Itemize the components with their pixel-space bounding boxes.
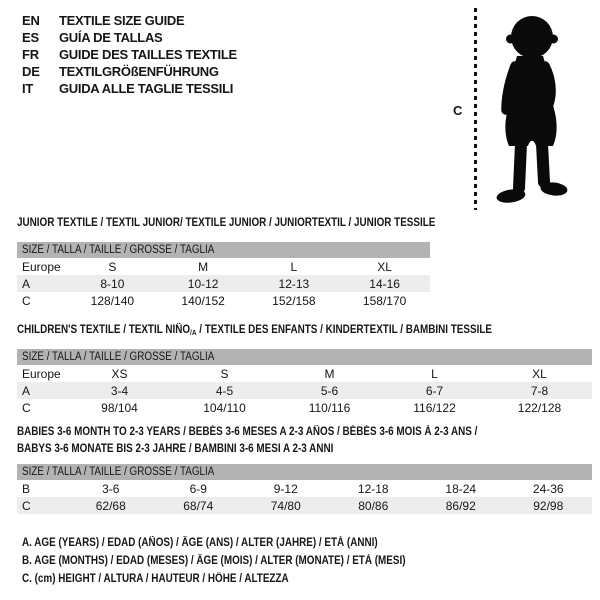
table-cell: 158/170 — [362, 293, 407, 308]
table-cell: C — [22, 293, 31, 308]
table-cell: 104/110 — [203, 400, 246, 415]
table-cell: S — [108, 259, 117, 274]
size-header-text: SIZE / TALLA / TAILLE / GRÖSSE / TAGLIA — [22, 351, 215, 363]
table-cell: B — [22, 481, 31, 496]
height-measure-label: C — [453, 103, 463, 118]
size-header-text: SIZE / TALLA / TAILLE / GRÖSSE / TAGLIA — [22, 466, 215, 478]
size-header-bar — [17, 464, 592, 480]
language-code: DE — [22, 64, 40, 79]
table-cell: 18-24 — [445, 481, 477, 496]
table-title-line2 — [17, 443, 592, 456]
table-title-text: BABIES 3-6 MONTH TO 2-3 YEARS / BEBÉS 3-6 MESES A 2-3 AÑOS / BÉBÉS 3-6 MOIS À 2-3 ANS / — [17, 426, 478, 438]
table-cell: C — [22, 498, 31, 513]
language-row-fr — [22, 47, 237, 64]
language-row-it — [22, 81, 237, 98]
language-header-block — [22, 13, 237, 98]
table-cell: 3-4 — [110, 383, 129, 398]
table-cell: 68/74 — [183, 498, 214, 513]
table-cell: 62/68 — [95, 498, 126, 513]
table-cell: XL — [532, 366, 547, 381]
title-subscript: /A — [190, 328, 197, 337]
table-row — [17, 480, 592, 497]
children-textile-section — [17, 324, 592, 416]
size-header-bar — [17, 349, 592, 365]
language-title: GUIDE DES TAILLES TEXTILE — [59, 47, 237, 62]
table-cell: 128/140 — [90, 293, 135, 308]
table-cell: 3-6 — [102, 481, 120, 496]
footnotes-block — [22, 534, 468, 588]
table-row — [17, 382, 592, 399]
language-code: EN — [22, 13, 40, 28]
table-cell: L — [290, 259, 298, 274]
table-cell: 12-18 — [357, 481, 389, 496]
table-cell: XS — [111, 366, 128, 381]
baby-silhouette-icon — [484, 14, 576, 210]
table-row — [17, 399, 592, 416]
size-header-text: SIZE / TALLA / TAILLE / GRÖSSE / TAGLIA — [22, 244, 215, 256]
table-cell: A — [22, 383, 31, 398]
table-cell: Europe — [22, 259, 61, 274]
table-cell: 86/92 — [445, 498, 476, 513]
table-row — [17, 365, 592, 382]
language-row-es — [22, 30, 237, 47]
table-cell: 6-7 — [425, 383, 444, 398]
table-cell: 8-10 — [100, 276, 125, 291]
table-cell: 5-6 — [320, 383, 339, 398]
baby-height-figure — [450, 6, 598, 218]
table-row — [17, 275, 430, 292]
language-title: TEXTILGRÖßENFÜHRUNG — [59, 64, 219, 79]
children-size-table — [17, 365, 592, 416]
footnote-a — [22, 534, 468, 552]
title-main: CHILDREN'S TEXTILE / TEXTIL NIÑO — [17, 324, 191, 336]
table-cell: 24-36 — [532, 481, 564, 496]
table-cell: L — [431, 366, 438, 381]
table-cell: 14-16 — [369, 276, 400, 291]
language-title: GUIDA ALLE TAGLIE TESSILI — [59, 81, 234, 96]
table-row — [17, 497, 592, 514]
table-cell: 6-9 — [189, 481, 207, 496]
table-cell: C — [22, 400, 31, 415]
babies-size-table — [17, 480, 592, 514]
table-cell: 98/104 — [101, 400, 138, 415]
table-cell: 116/122 — [413, 400, 456, 415]
table-row — [17, 292, 430, 309]
language-row-de — [22, 64, 237, 81]
table-cell: 110/116 — [308, 400, 351, 415]
table-cell: Europe — [22, 366, 61, 381]
table-cell: 152/158 — [272, 293, 316, 308]
table-cell: 9-12 — [273, 481, 298, 496]
size-header-bar — [17, 242, 430, 258]
table-cell: 4-5 — [215, 383, 234, 398]
footnote-text: A. AGE (YEARS) / EDAD (AÑOS) / ÂGE (ANS) / ALTER (JAHRE) / ETÀ (ANNI) — [22, 537, 378, 549]
table-cell: XL — [377, 259, 392, 274]
table-cell: A — [22, 276, 31, 291]
table-row — [17, 258, 430, 275]
footnote-text: C. (cm) HEIGHT / ALTURA / HAUTEUR / HÖHE / ALTEZZA — [22, 573, 289, 585]
table-cell: M — [198, 259, 209, 274]
table-title-text: BABYS 3-6 MONATE BIS 2-3 JAHRE / BAMBINI 3-6 MESI A 2-3 ANNI — [17, 443, 334, 455]
title-rest: / TEXTILE DES ENFANTS / KINDERTEXTIL / BAMBINI TESSILE — [196, 324, 492, 336]
junior-textile-section — [17, 217, 436, 309]
table-cell: 74/80 — [270, 498, 301, 513]
table-cell: 7-8 — [530, 383, 549, 398]
table-cell: M — [324, 366, 335, 381]
footnote-text: B. AGE (MONTHS) / EDAD (MESES) / ÂGE (MOIS) / ALTER (MONATE) / ETÀ (MESI) — [22, 555, 406, 567]
table-cell: 80/86 — [358, 498, 389, 513]
table-cell: 92/98 — [533, 498, 564, 513]
table-title-text — [17, 324, 492, 339]
table-cell: 122/128 — [517, 400, 562, 415]
junior-size-table — [17, 258, 430, 309]
table-cell: 140/152 — [181, 293, 225, 308]
language-row-en — [22, 13, 237, 30]
table-title — [17, 324, 592, 339]
footnote-b — [22, 552, 468, 570]
footnote-c — [22, 570, 468, 588]
table-cell: S — [220, 366, 229, 381]
babies-textile-section — [17, 426, 592, 514]
table-title-line1 — [17, 426, 592, 439]
table-cell: 10-12 — [187, 276, 219, 291]
language-title: GUÍA DE TALLAS — [59, 30, 163, 45]
table-cell: 12-13 — [278, 276, 310, 291]
language-code: ES — [22, 30, 39, 45]
height-dashed-line-icon — [474, 8, 477, 210]
table-title-text: JUNIOR TEXTILE / TEXTIL JUNIOR/ TEXTILE JUNIOR / JUNIORTEXTIL / JUNIOR TESSILE — [17, 217, 436, 229]
language-title: TEXTILE SIZE GUIDE — [59, 13, 185, 28]
table-title — [17, 217, 436, 230]
language-code: FR — [22, 47, 39, 62]
language-code: IT — [22, 81, 34, 96]
